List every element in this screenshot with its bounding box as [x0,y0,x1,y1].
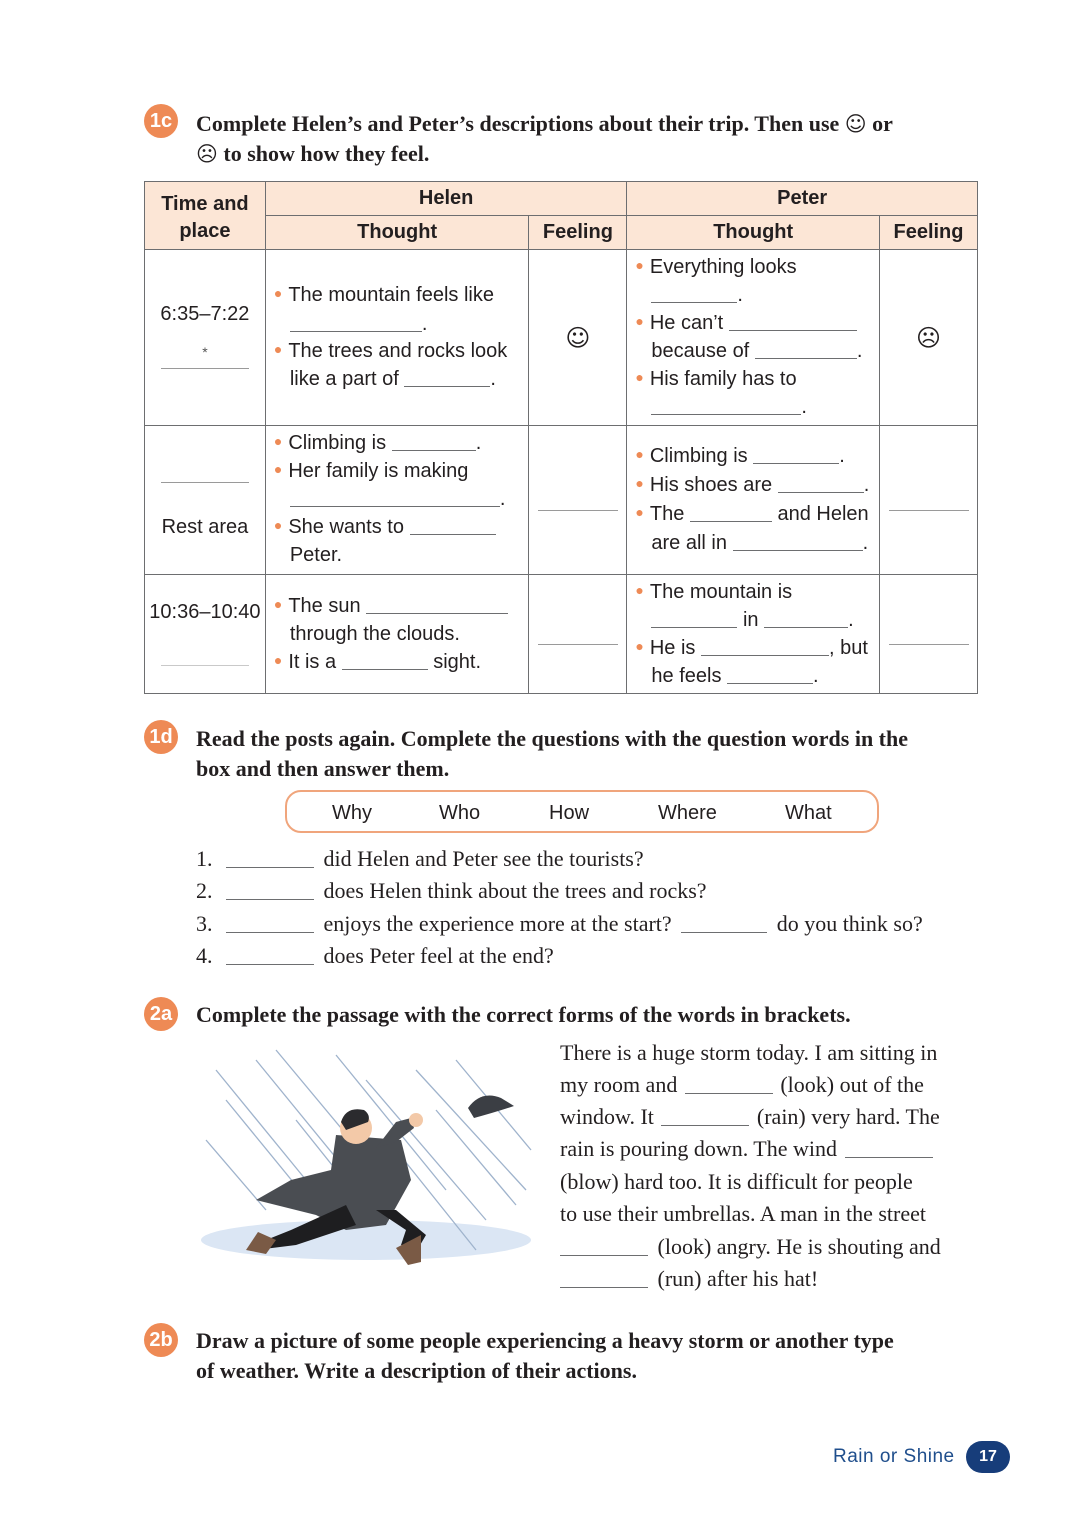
instruction-1c-or: or [872,111,893,136]
header-peter: Peter [627,182,978,216]
row3-peter-text2: in [742,609,759,631]
row1-helen-blank1[interactable] [290,313,422,332]
row1-peter-text1: Everything looks [649,256,797,278]
question-3-extra: do you think so? [776,911,923,936]
row3-helen-text1: The sun [288,595,361,617]
question-4-text: does Peter feel at the end? [323,943,554,968]
passage-line-4 [560,1136,935,1162]
row2-helen-text1: Climbing is [288,432,387,454]
question-word-box [285,790,879,833]
smile-face-icon: ☺ [565,323,591,352]
instruction-1c-part2: to show how they feel. [223,141,430,166]
row3-peter-feeling [880,575,978,694]
passage-blank-2[interactable] [661,1107,749,1126]
row2-peter-text2: His shoes are [649,474,773,496]
row3-peter-blank1[interactable] [651,609,737,628]
question-2-text: does Helen think about the trees and rocks? [323,878,707,903]
row1-time: 6:35–7:22 [160,303,250,325]
row3-place-blank[interactable] [161,665,249,666]
passage-line-3 [560,1104,940,1130]
instruction-1d-line1: Read the posts again. Complete the questions with the question words in the [196,726,909,751]
passage-line-2a: my room and [560,1072,678,1097]
header-time-place: Time and place [145,182,266,250]
question-3-number: 3. [196,911,213,936]
hand [409,1113,423,1127]
row2-time-cell [145,426,266,575]
row3-helen-blank2[interactable] [342,651,428,670]
row3-helen-blank1[interactable] [366,595,508,614]
row2-peter-feeling-blank[interactable] [889,510,969,511]
header-peter-feeling: Feeling [880,216,978,250]
row1-peter-thought: ● Everything looks . ● He can’t because of . ● His family has to . [627,250,880,426]
row2-helen-text2: Her family is making [288,460,469,482]
section-badge-2a: 2a [144,997,178,1031]
instruction-1d-line2: box and then answer them. [196,756,450,781]
row2-place: Rest area [161,516,249,538]
frown-face-icon: ☹ [196,142,218,166]
row3-peter-blank4[interactable] [727,665,813,684]
storm-illustration [196,1040,546,1275]
question-3-blank[interactable] [226,914,314,933]
question-4-number: 4. [196,943,213,968]
word-how: How [549,802,590,824]
question-3-blank-2[interactable] [681,914,767,933]
passage-line-7b: (look) angry. He is shouting and [657,1234,941,1259]
row1-helen-feeling [529,250,627,426]
instruction-1c [196,109,996,169]
row1-helen-blank2[interactable] [404,368,490,387]
passage-blank-1[interactable] [685,1075,773,1094]
section-badge-2b: 2b [144,1323,178,1357]
row2-peter-text3: The [649,503,685,525]
row2-peter-text5: are all in [651,532,727,554]
passage-line-8b: (run) after his hat! [657,1266,819,1291]
row1-peter-text2: He can’t [649,312,724,334]
row2-helen-feeling [529,426,627,575]
word-where: Where [658,802,717,824]
question-3 [196,911,923,937]
row3-helen-thought: ● The sun through the clouds. ● It is a sight. [265,575,529,694]
row2-helen-text4: Peter. [289,544,343,566]
trip-feelings-table [144,181,978,694]
passage-line-6: to use their umbrellas. A man in the street [560,1201,926,1226]
question-2-blank[interactable] [226,881,314,900]
row3-time-cell [145,575,266,694]
row2-peter-thought: ● Climbing is . ● His shoes are . ● The and Helen are all in . [627,426,880,575]
row3-helen-text2: through the clouds. [289,623,460,645]
row2-peter-text4: and Helen [777,503,869,525]
row2-peter-blank2[interactable] [778,474,864,493]
header-helen-feeling: Feeling [529,216,627,250]
frown-face-icon: ☹ [915,323,942,352]
row2-peter-blank1[interactable] [753,445,839,464]
passage-blank-4[interactable] [560,1237,648,1256]
question-1-text: did Helen and Peter see the tourists? [323,846,644,871]
row2-helen-blank3[interactable] [410,516,496,535]
row3-peter-thought: ● The mountain is in . ● He is , but he feels . [627,575,880,694]
row3-peter-text4: , but [829,637,868,659]
row1-helen-text1: The mountain feels like [288,284,494,306]
row1-peter-blank2[interactable] [729,312,857,331]
passage-line-5: (blow) hard too. It is difficult for people [560,1169,913,1194]
instruction-2b-line2: of weather. Write a description of their actions. [196,1358,637,1383]
passage-line-1: There is a huge storm today. I am sitting in [560,1040,938,1065]
passage-line-8 [560,1266,818,1292]
row1-example-star: * [202,344,208,360]
question-1-number: 1. [196,846,213,871]
instruction-2b [196,1326,996,1386]
row1-peter-blank3[interactable] [755,340,857,359]
row3-peter-text1: The mountain is [649,581,793,603]
row3-helen-feeling [529,575,627,694]
row2-peter-blank4[interactable] [733,532,863,551]
passage-line-4a: rain is pouring down. The wind [560,1136,838,1161]
question-3-text: enjoys the experience more at the start? [323,911,672,936]
instruction-1d [196,724,996,784]
row2-time-blank[interactable] [161,482,249,483]
page-number: 17 [966,1441,1010,1473]
word-why: Why [332,802,372,824]
passage-line-3a: window. It [560,1104,654,1129]
row1-peter-feeling [880,250,978,426]
row1-peter-text3: because of [651,340,750,362]
row2-peter-blank3[interactable] [690,503,772,522]
question-1 [196,846,644,872]
row2-helen-thought: ● Climbing is . ● Her family is making . ● She wants to Peter. [265,426,529,575]
instruction-2b-line1: Draw a picture of some people experiencing a heavy storm or another type [196,1328,894,1353]
row2-helen-text3: She wants to [288,516,404,538]
passage-blank-5[interactable] [560,1269,648,1288]
row3-peter-blank2[interactable] [764,609,848,628]
row3-peter-blank3[interactable] [701,637,829,656]
section-badge-1c: 1c [144,104,178,138]
row1-time-cell [145,250,266,426]
row1-peter-text4: His family has to [649,368,797,390]
row1-helen-text2: The trees and rocks look [288,340,508,362]
row2-helen-blank2[interactable] [290,488,500,507]
section-badge-1d: 1d [144,720,178,754]
question-2 [196,878,707,904]
row3-peter-text3: He is [649,637,696,659]
passage-line-3b: (rain) very hard. The [756,1104,940,1129]
row3-time: 10:36–10:40 [149,601,261,623]
row1-helen-thought: ● The mountain feels like . ● The trees and rocks look like a part of . [265,250,529,426]
question-1-blank[interactable] [226,849,314,868]
row3-helen-feeling-blank[interactable] [538,644,618,645]
row2-helen-blank1[interactable] [392,432,476,451]
question-4-blank[interactable] [226,946,314,965]
row2-peter-feeling [880,426,978,575]
row3-peter-text5: he feels [651,665,722,687]
passage-line-2 [560,1072,924,1098]
word-what: What [785,802,832,824]
question-4 [196,943,554,969]
row1-place-blank[interactable] [161,368,249,369]
row1-peter-blank1[interactable] [651,284,737,303]
passage-line-7 [560,1234,941,1260]
passage-blank-3[interactable] [845,1139,933,1158]
instruction-1c-part1: Complete Helen’s and Peter’s descriptions about their trip. Then use [196,111,840,136]
row3-helen-text4: sight. [433,651,482,673]
row3-helen-text3: It is a [288,651,337,673]
row1-peter-blank4[interactable] [651,396,801,415]
header-peter-thought: Thought [627,216,880,250]
row2-helen-feeling-blank[interactable] [538,510,618,511]
row2-peter-text1: Climbing is [649,445,748,467]
row3-peter-feeling-blank[interactable] [889,644,969,645]
smile-face-icon: ☺ [844,112,867,136]
question-2-number: 2. [196,878,213,903]
word-who: Who [439,802,481,824]
instruction-2a: Complete the passage with the correct forms of the words in brackets. [196,1002,851,1027]
flying-hat [468,1096,514,1118]
header-helen-thought: Thought [265,216,529,250]
row1-helen-text3: like a part of [289,368,399,390]
passage-line-2b: (look) out of the [780,1072,924,1097]
header-helen: Helen [265,182,627,216]
unit-title: Rain or Shine [833,1446,955,1467]
